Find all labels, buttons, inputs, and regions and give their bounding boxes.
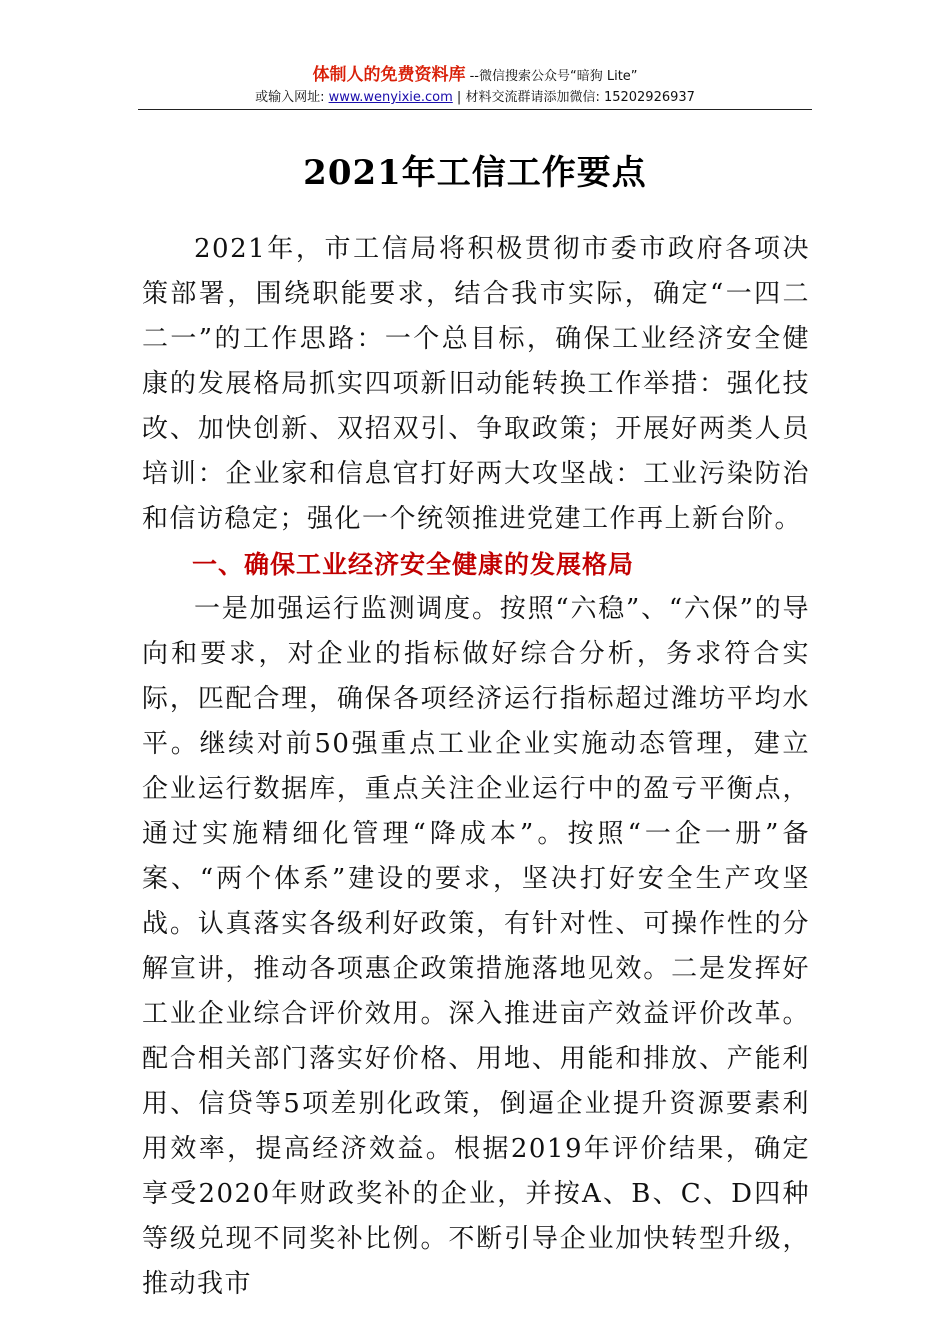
header-tagline: --微信搜索公众号“暗狗 Lite” — [465, 69, 638, 84]
header-brand: 体制人的免费资料库 — [312, 65, 466, 85]
header-contact-line — [0, 88, 950, 108]
header-divider — [138, 109, 812, 110]
header-website-link[interactable]: www.wenyixie.com — [328, 90, 453, 105]
header-contact-info: | 材料交流群请添加微信: 15202926937 — [452, 90, 695, 105]
section-paragraph: 一是加强运行监测调度。按照“六稳”、“六保”的导向和要求，对企业的指标做好综合分析，务求符合实际，匹配合理，确保各项经济运行指标超过潍坊平均水平。继续对前50强重点工业企业实施动态管理，建立企业运行数据库，重点关注企业运行中的盈亏平衡点，通过实施精细化管理“降成本”。按照“一企一册”备案、“两个体系”建设的要求，坚决打好安全生产攻坚战。认真落实各级利好政策，有针对性、可操作性的分解宣讲，推动各项惠企政策措施落地见效。二是发挥好工业企业综合评价效用。深入推进亩产效益评价改革。配合相关部门落实好价格、用地、用能和排放、产能利用、信贷等5项差别化政策，倒逼企业提升资源要素利用效率，提高经济效益。根据2019年评价结果，确定享受2020年财政奖补的企业，并按A、B、C、D四种等级兑现不同奖补比例。不断引导企业加快转型升级，推动我市 — [142, 594, 810, 1299]
intro-paragraph: 2021年，市工信局将积极贯彻市委市政府各项决策部署，围绕职能要求，结合我市实际，确定“一四二二一”的工作思路：一个总目标，确保工业经济安全健康的发展格局抓实四项新旧动能转换工作举措：强化技改、加快创新、双招双引、争取政策；开展好两类人员培训：企业家和信息官打好两大攻坚战：工业污染防治和信访稳定；强化一个统领推进党建工作再上新台阶。 — [142, 234, 810, 534]
header-url-prefix: 或输入网址: — [255, 90, 329, 105]
page-header — [0, 64, 950, 108]
header-promo-line — [0, 64, 950, 88]
document-title: 2021年工信工作要点 — [303, 153, 647, 193]
document-body — [142, 227, 810, 1307]
section-heading: 一、确保工业经济安全健康的发展格局 — [192, 550, 635, 579]
